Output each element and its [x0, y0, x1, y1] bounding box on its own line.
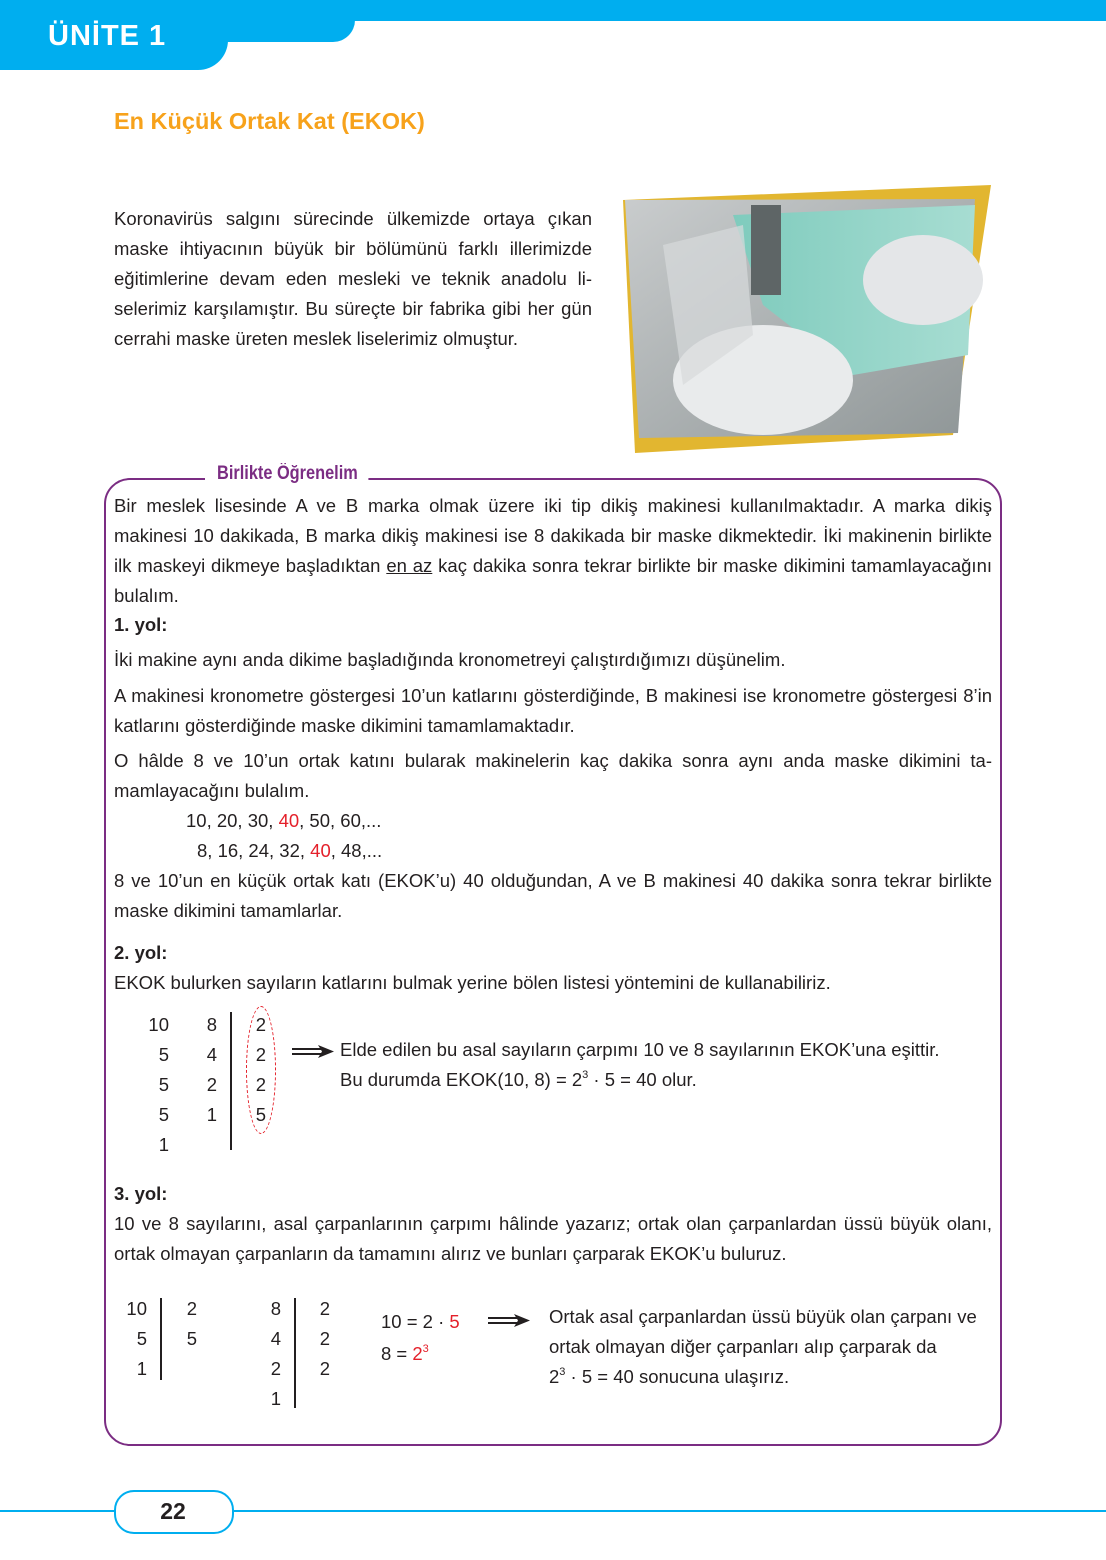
- table-divider: [160, 1298, 162, 1380]
- arrow-right-icon: [488, 1313, 530, 1329]
- table-number: 1: [158, 1134, 169, 1155]
- sewing-mask-photo: [623, 185, 991, 453]
- table-number: 5: [158, 1104, 169, 1125]
- page-number: 22: [160, 1498, 186, 1524]
- text-segment: 8 =: [381, 1343, 413, 1364]
- table-number: 10: [126, 1298, 147, 1319]
- problem-paragraph: [114, 491, 992, 611]
- table-number: 5: [255, 1104, 266, 1125]
- problem-underlined: en az: [386, 555, 433, 576]
- intro-paragraph: Koronavirüs salgını sürecinde ülkemizde ortaya çıkan maske ihtiyacının büyük bir bölümünü farklı illerimizde eğitimlerine devam eden mesleki ve teknik anadolu li-selerimiz karşılamıştır. Bu süreçte bir fabrika gibi her gün cerrahi maske üreten meslek liselerimiz olmuştur.: [114, 208, 592, 349]
- text-segment: · 5 = 40 olur.: [588, 1069, 697, 1090]
- section-title: En Küçük Ortak Kat (EKOK): [114, 108, 425, 134]
- text-segment: 10, 20, 30,: [186, 810, 279, 831]
- text-segment: 10 = 2 ·: [381, 1311, 450, 1332]
- table-number: 8: [206, 1014, 217, 1035]
- problem-text-end: kaç dakika sonra tekrar birlikte bir maske dikimini tamamlayacağını bulalım.: [114, 555, 993, 606]
- unit-label: ÜNİTE 1: [48, 20, 167, 52]
- yol2-note1: Elde edilen bu asal sayıların çarpımı 10 ve 8 sayılarının EKOK’una eşittir.: [340, 1039, 940, 1060]
- table-number: 4: [206, 1044, 217, 1065]
- yol3-note1: Ortak asal çarpanlardan üssü büyük olan çarpanı ve: [549, 1306, 977, 1327]
- yol1-p2: A makinesi kronometre göstergesi 10’un katlarını gösterdiğinde, B makinesi ise kronometre göstergesi 8’in katlarını gösterdiğinde maske dikimini tamamlamaktadır.: [114, 685, 992, 736]
- table-number: 2: [270, 1358, 281, 1379]
- text-segment: , 50, 60,...: [299, 810, 382, 831]
- table-number: 5: [158, 1044, 169, 1065]
- yol3-note2: ortak olmayan diğer çarpanları alıp çarparak da: [549, 1336, 937, 1357]
- yol2-p1: EKOK bulurken sayıların katlarını bulmak yerine bölen listesi yöntemini de kullanabiliriz.: [114, 972, 831, 993]
- text-segment: 3: [582, 1069, 589, 1081]
- arrow-right-icon: [292, 1044, 334, 1060]
- yol1-p3: O hâlde 8 ve 10’un ortak katını bularak makinelerin kaç dakika sonra aynı anda maske dikimini ta-mamlayacağını bulalım.: [114, 750, 992, 801]
- table-number: 2: [319, 1328, 330, 1349]
- table-number: 8: [270, 1298, 281, 1319]
- yol2-note2: [340, 1069, 697, 1091]
- table-number: 5: [136, 1328, 147, 1349]
- multiples-of-10: [186, 810, 381, 832]
- yol3-heading: 3. yol:: [114, 1183, 168, 1204]
- text-segment: 3: [559, 1366, 566, 1378]
- table-number: 2: [319, 1298, 330, 1319]
- table-number: 2: [206, 1074, 217, 1095]
- yol3-p1: 10 ve 8 sayılarını, asal çarpanlarının çarpımı hâlinde yazarız; ortak olan çarpanlardan üssü büyük olanı, ortak olmayan çarpanların da tamamını alırız ve bunları çarparak EKOK’u buluruz.: [114, 1213, 992, 1264]
- problem-text: Bir meslek lisesinde A ve B marka olmak üzere iki tip dikiş makinesi kullanılmaktadır. A marka dikiş makinesi 10 dakikada, B marka dikiş makinesi ise 8 dakikada bir maske dikmektedir. İki makinenin birlikte ilk maskeyi dikmeye başladıktan: [114, 495, 992, 576]
- factorization-10: [381, 1311, 460, 1333]
- yol1-heading: 1. yol:: [114, 614, 168, 635]
- table-number: 2: [186, 1298, 197, 1319]
- table-number: 2: [255, 1044, 266, 1065]
- multiples-of-8: [197, 840, 382, 862]
- table-number: 2: [255, 1074, 266, 1095]
- text-segment: 3: [422, 1343, 429, 1355]
- text-segment: Bu durumda EKOK(10, 8) = 2: [340, 1069, 583, 1090]
- text-segment: , 48,...: [330, 840, 383, 861]
- text-segment: 2: [549, 1366, 560, 1387]
- text-segment: 8, 16, 24, 32,: [197, 840, 311, 861]
- text-segment: 5: [449, 1311, 460, 1332]
- box-legend: Birlikte Öğrenelim: [205, 463, 368, 485]
- divisors-highlight-oval: [246, 1006, 276, 1134]
- factorization-8: [381, 1343, 429, 1365]
- yol3-note3: [549, 1366, 789, 1388]
- text-segment: 40: [278, 810, 300, 831]
- table-number: 1: [206, 1104, 217, 1125]
- yol1-conclusion: 8 ve 10’un en küçük ortak katı (EKOK’u) 40 olduğundan, A ve B makinesi 40 dakika sonra tekrar birlikte maske dikimini tamamlarlar.: [114, 870, 992, 921]
- table-divider: [294, 1298, 296, 1408]
- table-number: 5: [186, 1328, 197, 1349]
- yol2-heading: 2. yol:: [114, 942, 168, 963]
- table-number: 5: [158, 1074, 169, 1095]
- yol1-p1: İki makine aynı anda dikime başladığında kronometreyi çalıştırdığımızı düşünelim.: [114, 649, 786, 670]
- table-number: 2: [255, 1014, 266, 1035]
- text-segment: 40: [310, 840, 331, 861]
- table-number: 1: [136, 1358, 147, 1379]
- table-number: 4: [270, 1328, 281, 1349]
- table-divider: [230, 1012, 232, 1150]
- table-number: 1: [270, 1388, 281, 1409]
- text-segment: · 5 = 40 sonucuna ulaşırız.: [565, 1366, 790, 1387]
- table-number: 2: [319, 1358, 330, 1379]
- table-number: 10: [148, 1014, 169, 1035]
- text-segment: 2: [412, 1343, 423, 1364]
